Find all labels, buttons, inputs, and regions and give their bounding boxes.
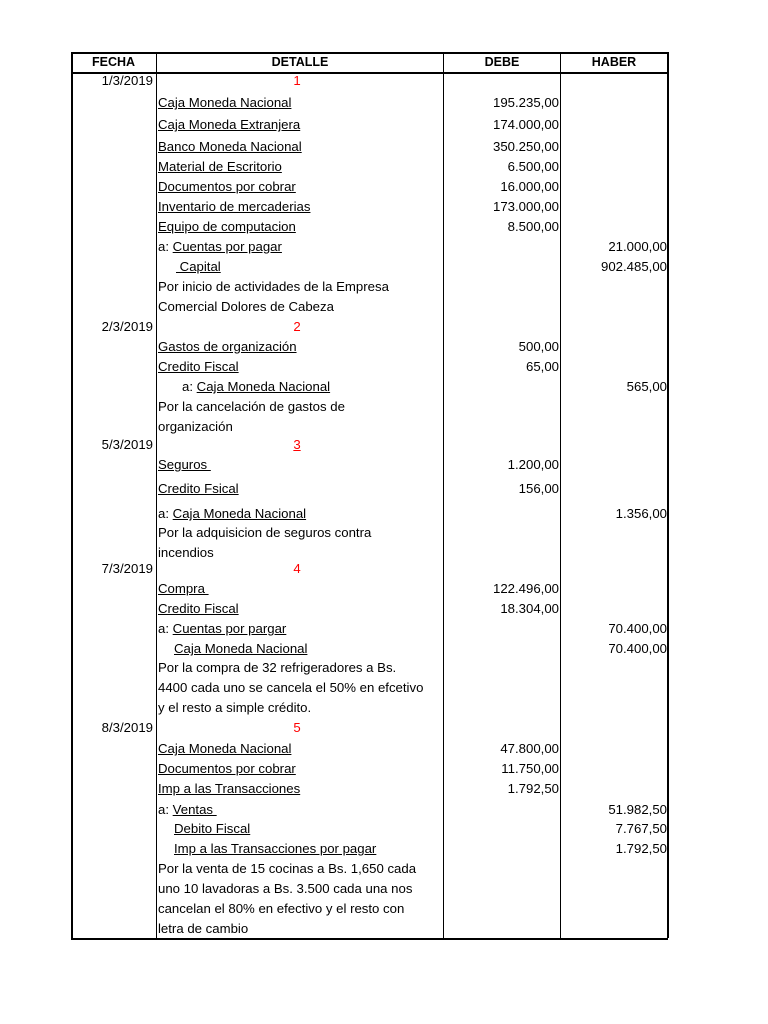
credit-prefix: a: [182,379,197,394]
account-label: Inventario de mercaderias [158,199,311,214]
entry-description: Por la cancelación de gastos de [158,399,345,414]
account-name [158,338,297,356]
account-name [158,505,306,523]
entry-description: Por la venta de 15 cocinas a Bs. 1,650 cada [158,861,417,876]
account-label: Imp a las Transacciones por pagar [174,841,377,856]
credit-amount: 565,00 [626,379,667,394]
credit-amount: 902.485,00 [600,259,667,274]
entry-number: 1 [293,73,301,88]
account-name [158,198,310,216]
account-name [158,620,286,638]
debit-amount: 156,00 [518,481,559,496]
credit-amount: 1.356,00 [615,506,667,521]
account-label: Capital [176,259,221,274]
account-label: Gastos de organización [158,339,297,354]
account-label: Caja Moneda Nacional [172,506,307,521]
column-divider [667,52,669,938]
account-label: Cuentas por pargar [172,621,287,636]
account-label: Caja Moneda Nacional [196,379,331,394]
account-label: Documentos por cobrar [158,179,296,194]
account-name [174,820,250,838]
entry-description: Por la compra de 32 refrigeradores a Bs. [158,660,397,675]
header-bottom-border [71,72,668,74]
entry-description: Por la adquisicion de seguros contra [158,525,372,540]
header-haber: HABER [591,55,637,69]
entry-description: Por inicio de actividades de la Empresa [158,279,389,294]
account-name [158,94,291,112]
entry-date: 8/3/2019 [101,720,153,735]
account-name [174,640,307,658]
account-label: Seguros [158,457,211,472]
credit-amount: 51.982,50 [608,802,667,817]
debit-amount: 173.000,00 [492,199,559,214]
entry-date: 1/3/2019 [101,73,153,88]
account-label: Credito Fsical [158,481,239,496]
bottom-border [71,938,668,940]
account-name [158,138,302,156]
debit-amount: 8.500,00 [507,219,559,234]
account-name [158,178,296,196]
debit-amount: 1.200,00 [507,457,559,472]
account-label: Credito Fiscal [158,601,239,616]
credit-amount: 1.792,50 [615,841,667,856]
entry-description: Comercial Dolores de Cabeza [158,299,334,314]
account-name [158,456,211,474]
account-label: Equipo de computacion [158,219,296,234]
account-name [158,780,300,798]
entry-description: uno 10 lavadoras a Bs. 3.500 cada una nos [158,881,413,896]
debit-amount: 195.235,00 [492,95,559,110]
credit-amount: 7.767,50 [615,821,667,836]
account-label: Ventas [172,802,217,817]
debit-amount: 1.792,50 [507,781,559,796]
entry-description: cancelan el 80% en efectivo y el resto con [158,901,405,916]
column-divider [156,52,157,938]
debit-amount: 122.496,00 [492,581,559,596]
credit-prefix: a: [158,621,173,636]
journal-table [71,52,668,940]
debit-amount: 174.000,00 [492,117,559,132]
debit-amount: 350.250,00 [492,139,559,154]
debit-amount: 65,00 [525,359,559,374]
account-name [158,158,282,176]
account-name [174,840,376,858]
account-name [158,600,239,618]
account-name [158,358,239,376]
credit-amount: 21.000,00 [608,239,667,254]
debit-amount: 11.750,00 [501,761,559,776]
credit-prefix: a: [158,506,173,521]
account-name [158,801,217,819]
debit-amount: 16.000,00 [500,179,559,194]
account-name [158,218,296,236]
header-detalle: DETALLE [271,55,329,69]
entry-description: 4400 cada uno se cancela el 50% en efcetivo [158,680,424,695]
credit-prefix: a: [158,239,173,254]
credit-prefix: a: [158,802,173,817]
account-label: Credito Fiscal [158,359,239,374]
entry-number: 3 [293,437,301,452]
account-name [176,258,221,276]
account-label: Documentos por cobrar [158,761,296,776]
account-label: Debito Fiscal [174,821,251,836]
account-label: Caja Moneda Nacional [174,641,308,656]
account-label: Cuentas por pagar [172,239,282,254]
account-label: Caja Moneda Extranjera [158,117,301,132]
account-label: Caja Moneda Nacional [158,741,292,756]
entry-date: 5/3/2019 [101,437,153,452]
credit-amount: 70.400,00 [608,621,667,636]
account-name [182,378,330,396]
column-divider [71,52,73,938]
account-label: Compra [158,581,209,596]
header-debe: DEBE [484,55,520,69]
credit-amount: 70.400,00 [608,641,667,656]
entry-description: y el resto a simple crédito. [158,700,312,715]
entry-number: 5 [293,720,301,735]
entry-date: 7/3/2019 [101,561,153,576]
entry-description: incendios [158,545,214,560]
entry-number: 4 [293,561,301,576]
account-label: Banco Moneda Nacional [158,139,302,154]
entry-date: 2/3/2019 [101,319,153,334]
account-name [158,238,282,256]
entry-description: letra de cambio [158,921,249,936]
entry-number: 2 [293,319,301,334]
debit-amount: 18.304,00 [500,601,559,616]
account-label: Material de Escritorio [158,159,282,174]
account-name [158,480,239,498]
account-label: Caja Moneda Nacional [158,95,292,110]
account-name [158,760,296,778]
account-name [158,116,300,134]
header-fecha: FECHA [91,55,136,69]
debit-amount: 500,00 [518,339,559,354]
account-label: Imp a las Transacciones [158,781,301,796]
debit-amount: 6.500,00 [507,159,559,174]
account-name [158,740,291,758]
debit-amount: 47.800,00 [500,741,559,756]
entry-description: organización [158,419,233,434]
account-name [158,580,209,598]
